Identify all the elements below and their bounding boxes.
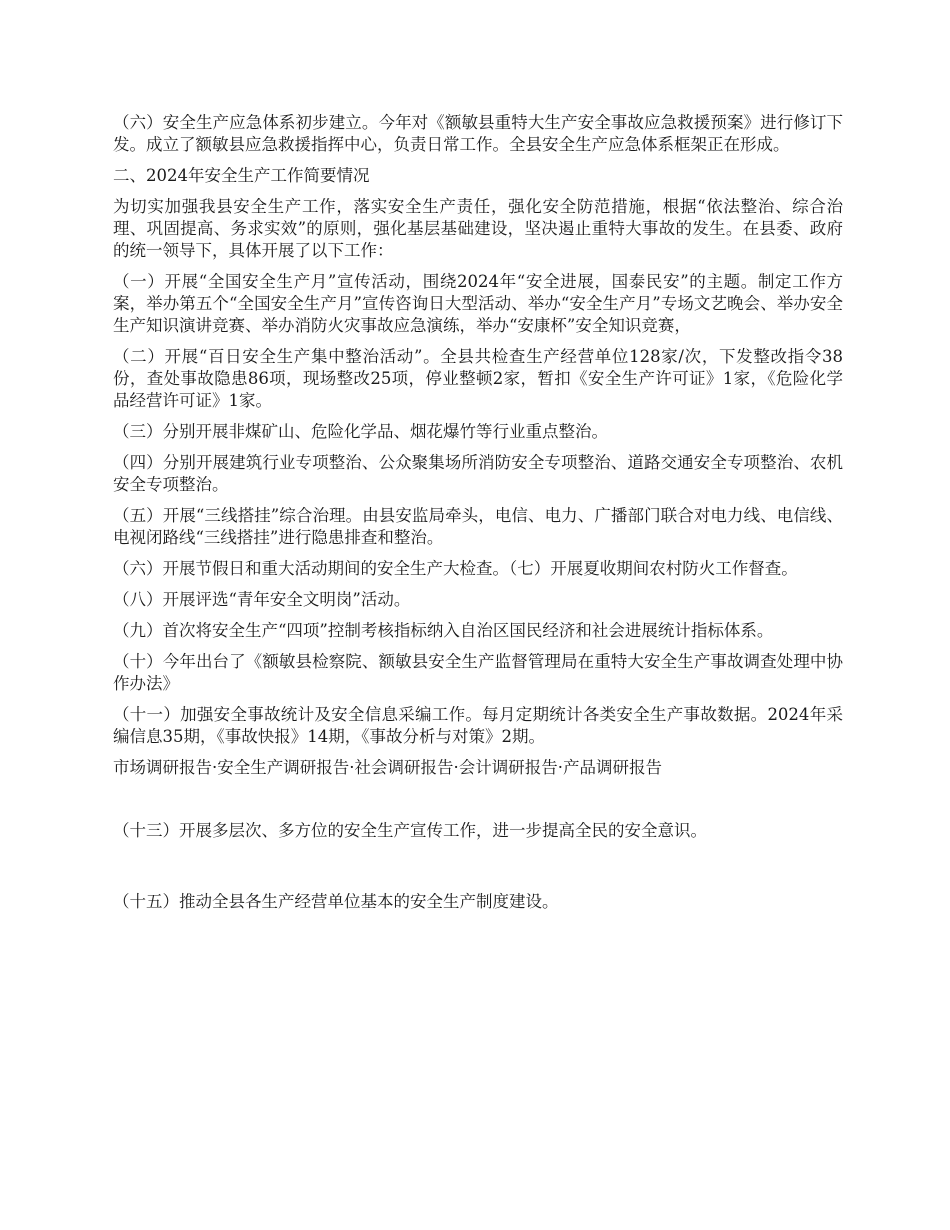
paragraph-item-2: （二）开展“百日安全生产集中整治活动”。全县共检查生产经营单位128家/次，下发整改指令38份，查处事故隐患86项，现场整改25项，停业整顿2家，暂扣《安全生产许可证》1家，《危险化学品经营许可证》1家。 (113, 347, 843, 410)
paragraph-item-1: （一）开展“全国安全生产月”宣传活动，围绕2024年“安全进展，国泰民安”的主题。制定工作方案，举办第五个“全国安全生产月”宣传咨询日大型活动、举办“安全生产月”专场文艺晚会、举办安全生产知识演讲竞赛、举办消防火灾事故应急演练，举办“安康杯”安全知识竞赛， (113, 272, 843, 335)
paragraph-item-11: （十一）加强安全事故统计及安全信息采编工作。每月定期统计各类安全生产事故数据。2024年采编信息35期，《事故快报》14期，《事故分析与对策》2期。 (113, 705, 843, 746)
paragraph-emergency-system: （六）安全生产应急体系初步建立。今年对《额敏县重特大生产安全事故应急救援预案》进行修订下发。成立了额敏县应急救援指挥中心，负责日常工作。全县安全生产应急体系框架正在形成。 (113, 113, 843, 154)
spacer (113, 851, 843, 891)
paragraph-item-5: （五）开展“三线搭挂”综合治理。由县安监局牵头，电信、电力、广播部门联合对电力线、电信线、电视闭路线“三线搭挂”进行隐患排查和整治。 (113, 506, 843, 547)
paragraph-item-13: （十三）开展多层次、多方位的安全生产宣传工作，进一步提高全民的安全意识。 (113, 821, 707, 840)
paragraph-item-6-7: （六）开展节假日和重大活动期间的安全生产大检查。（七）开展夏收期间农村防火工作督查。 (113, 559, 798, 578)
spacer (113, 788, 843, 820)
report-links-line: 市场调研报告·安全生产调研报告·社会调研报告·会计调研报告·产品调研报告 (113, 758, 662, 777)
paragraph-item-9: （九）首次将安全生产“四项”控制考核指标纳入自治区国民经济和社会进展统计指标体系。 (113, 621, 774, 640)
paragraph-intro: 为切实加强我县安全生产工作，落实安全生产责任，强化安全防范措施，根据“依法整治、综合治理、巩固提高、务求实效”的原则，强化基层基础建设，坚决遏止重特大事故的发生。在县委、政府的统一领导下，具体开展了以下工作： (113, 197, 843, 260)
document-body (113, 112, 843, 922)
paragraph-item-8: （八）开展评选“青年安全文明岗”活动。 (113, 590, 411, 609)
paragraph-item-15: （十五）推动全县各生产经营单位基本的安全生产制度建设。 (113, 892, 559, 911)
paragraph-item-10: （十）今年出台了《额敏县检察院、额敏县安全生产监督管理局在重特大安全生产事故调查处理中协作办法》 (113, 652, 843, 693)
paragraph-item-4: （四）分别开展建筑行业专项整治、公众聚集场所消防安全专项整治、道路交通安全专项整治、农机安全专项整治。 (113, 453, 843, 494)
section-heading-2024: 二、2024年安全生产工作简要情况 (113, 166, 370, 185)
paragraph-item-3: （三）分别开展非煤矿山、危险化学品、烟花爆竹等行业重点整治。 (113, 422, 608, 441)
